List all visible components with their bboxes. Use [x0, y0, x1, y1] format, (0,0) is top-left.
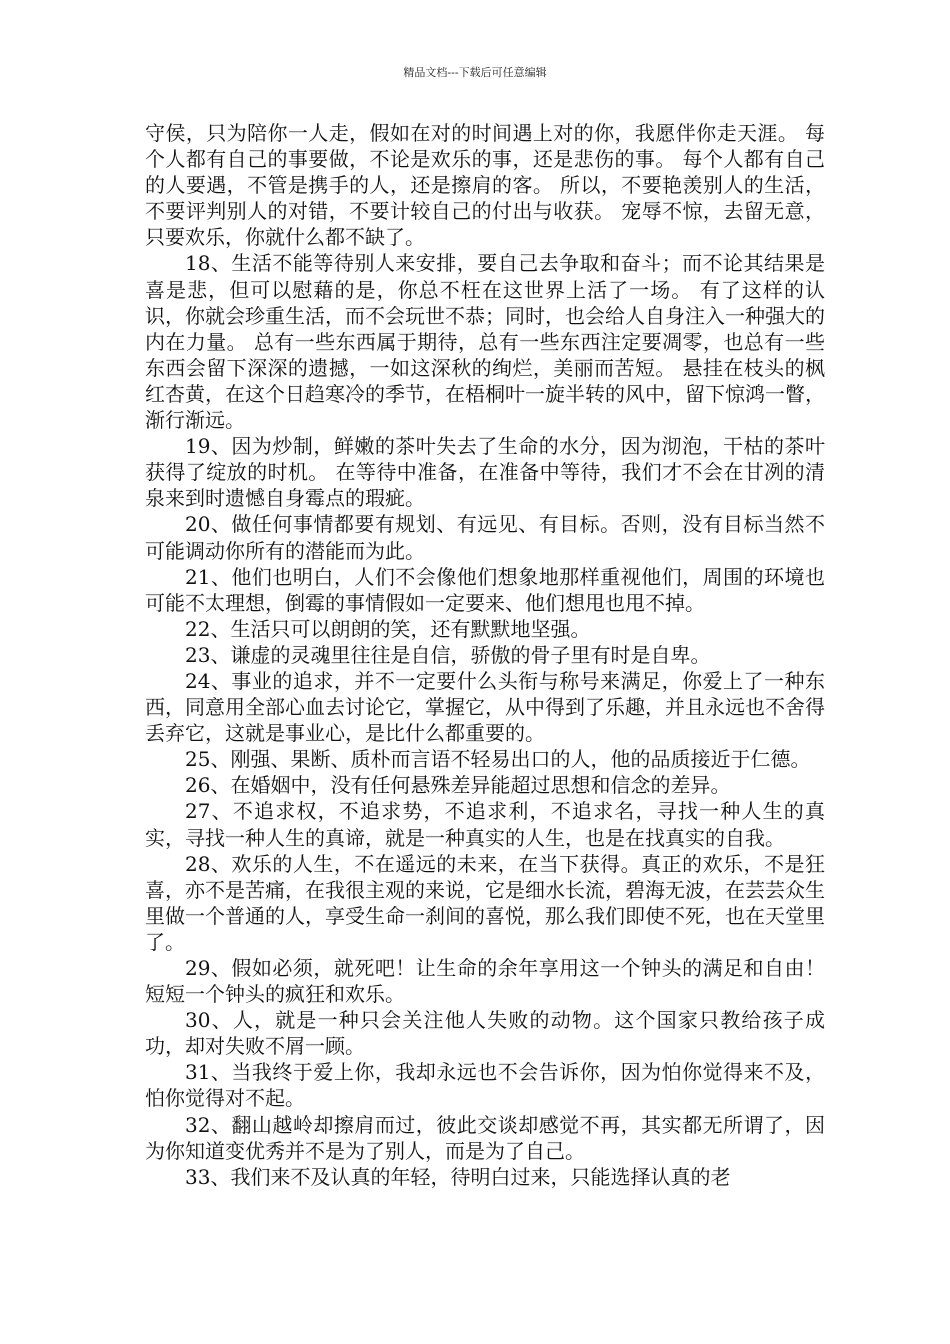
- paragraph-25: 25、刚强、果断、质朴而言语不轻易出口的人，他的品质接近于仁德。: [185, 747, 811, 772]
- paragraph-32: 32、翻山越岭却擦肩而过，彼此交谈却感觉不再，其实都无所谓了，因为你知道变优秀并不是为了别人，而是为了自己。: [145, 1112, 825, 1163]
- document-body: [145, 120, 825, 1190]
- paragraph-28: 28、欢乐的人生，不在遥远的未来，在当下获得。真正的欢乐，不是狂喜，亦不是苦痛，在我很主观的来说，它是细水长流，碧海无波，在芸芸众生里做一个普通的人，享受生命一刹间的喜悦，那么我们即使不死，也在天堂里了。: [145, 851, 825, 954]
- paragraph-20: 20、做任何事情都要有规划、有远见、有目标。否则，没有目标当然不可能调动你所有的潜能而为此。: [145, 512, 825, 563]
- paragraph-19: 19、因为炒制，鲜嫩的茶叶失去了生命的水分，因为沏泡，干枯的茶叶获得了绽放的时机。 在等待中准备，在准备中等待，我们才不会在甘冽的清泉来到时遗憾自身霉点的瑕疵。: [145, 434, 825, 511]
- paragraph-24: 24、事业的追求，并不一定要什么头衔与称号来满足，你爱上了一种东西，同意用全部心血去讨论它，掌握它，从中得到了乐趣，并且永远也不舍得丢弃它，这就是事业心，是比什么都重要的。: [145, 668, 825, 746]
- paragraph-33: 33、我们来不及认真的年轻，待明白过来，只能选择认真的老: [185, 1164, 731, 1189]
- paragraph-26: 26、在婚姻中，没有任何悬殊差异能超过思想和信念的差异。: [185, 773, 731, 798]
- page-header: 精品文档---下载后可任意编辑: [403, 66, 547, 79]
- paragraph-31: 31、当我终于爱上你，我却永远也不会告诉你，因为怕你觉得来不及，怕你觉得对不起。: [145, 1060, 825, 1111]
- paragraph-18: 18、生活不能等待别人来安排，要自己去争取和奋斗；而不论其结果是喜是悲，但可以慰藉的是，你总不枉在这世界上活了一场。 有了这样的认识，你就会珍重生活，而不会玩世不恭；同时，也会给人自身注入一种强大的内在力量。 总有一些东西属于期待，总有一些东西注定要凋零，也总有一些东西会留下深深的遗撼，一如这深秋的绚烂，美丽而苦短。 悬挂在枝头的枫红杏黄，在这个日趋寒冷的季节，在梧桐叶一旋半转的风中，留下惊鸿一瞥，渐行渐远。: [145, 251, 825, 433]
- paragraph-23: 23、谦虚的灵魂里往往是自信，骄傲的骨子里有时是自卑。: [185, 642, 711, 667]
- paragraph-30: 30、人，就是一种只会关注他人失败的动物。这个国家只教给孩子成功，却对失败不屑一顾。: [145, 1008, 825, 1059]
- paragraph-29: 29、假如必须，就死吧！让生命的余年享用这一个钟头的满足和自由！短短一个钟头的疯狂和欢乐。: [145, 956, 825, 1007]
- paragraph-intro: 守侯，只为陪你一人走，假如在对的时间遇上对的你，我愿伴你走天涯。 每个人都有自己的事要做，不论是欢乐的事，还是悲伤的事。 每个人都有自己的人要遇，不管是携手的人，还是擦肩的客。 所以，不要艳羡别人的生活，不要评判别人的对错，不要计较自己的付出与收获。 宠辱不惊，去留无意，只要欢乐，你就什么都不缺了。: [145, 121, 825, 250]
- paragraph-27: 27、不追求权，不追求势，不追求利，不追求名，寻找一种人生的真实，寻找一种人生的真谛，就是一种真实的人生，也是在找真实的自我。: [145, 799, 825, 850]
- paragraph-21: 21、他们也明白，人们不会像他们想象地那样重视他们，周围的环境也可能不太理想，倒霉的事情假如一定要来、他们想甩也甩不掉。: [145, 564, 825, 615]
- paragraph-22: 22、生活只可以朗朗的笑，还有默默地坚强。: [185, 616, 591, 641]
